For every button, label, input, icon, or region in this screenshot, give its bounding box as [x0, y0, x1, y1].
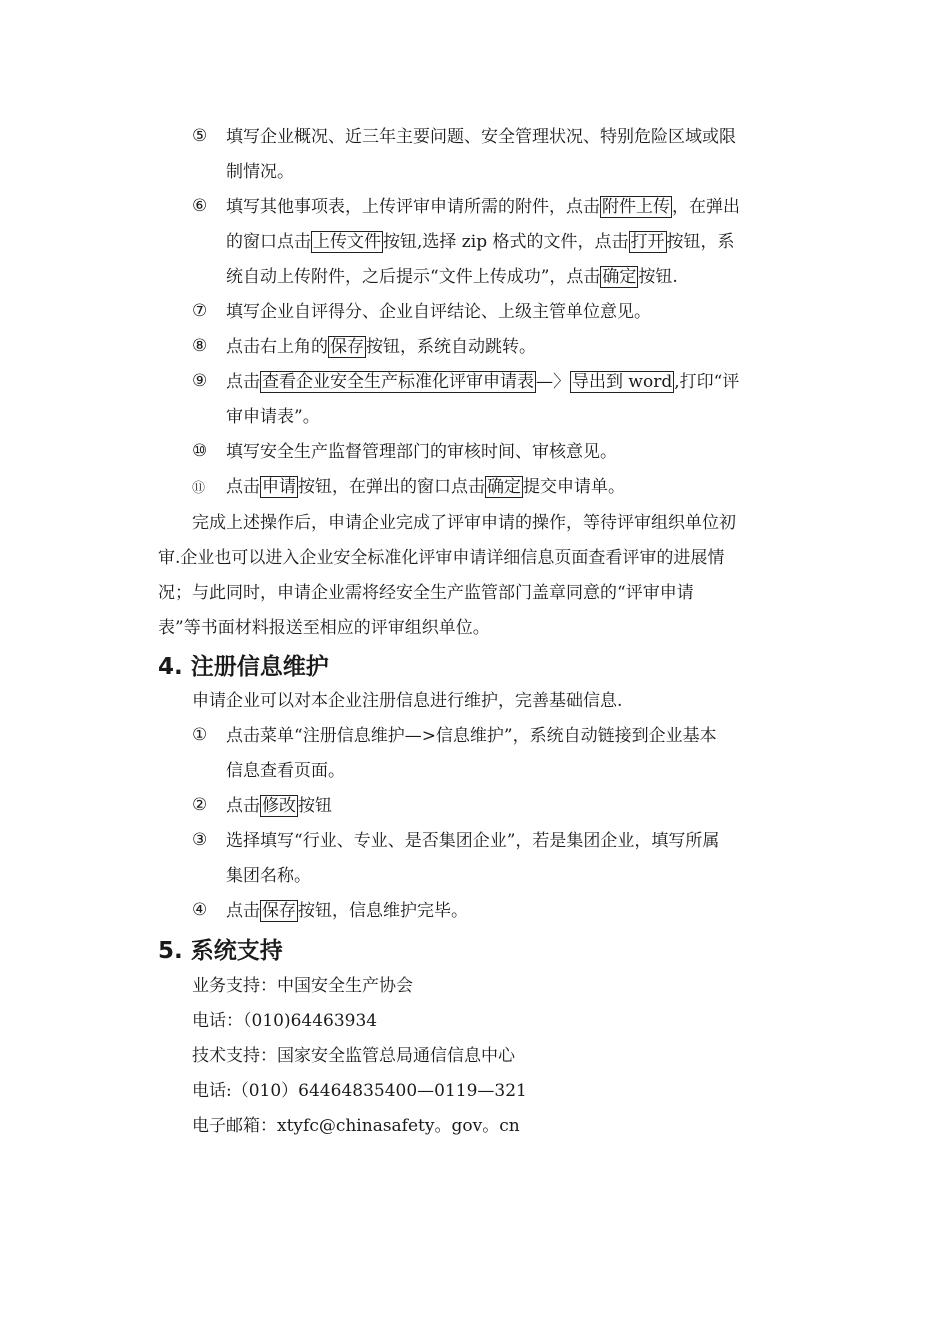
list-item-text — [226, 476, 625, 498]
list-item-text: 制情况。 — [226, 162, 294, 182]
list-item-text — [226, 196, 740, 218]
support-line: 电话:（010）64464835400—0119—321 — [192, 1081, 527, 1101]
list-item-text — [226, 231, 735, 253]
list-item-text: 填写企业自评得分、企业自评结论、上级主管单位意见。 — [226, 302, 651, 322]
support-line: 业务支持：中国安全生产协会 — [192, 976, 413, 996]
paragraph-line: 表”等书面材料报送至相应的评审组织单位。 — [158, 618, 490, 638]
confirm-button-ref: 确定 — [602, 267, 637, 287]
support-email: 电子邮箱：xtyfc@chinasafety。gov。cn — [192, 1116, 520, 1136]
text-span: 按钮. — [638, 267, 678, 287]
arrow-separator: —〉 — [536, 372, 570, 392]
view-application-form-button-ref: 查看企业安全生产标准化评审申请表 — [262, 372, 534, 392]
text-span: ,打印“评 — [674, 372, 740, 392]
confirm-button-ref: 确定 — [487, 477, 521, 497]
paragraph-line: 完成上述操作后，申请企业完成了评审申请的操作，等待评审组织单位初 — [192, 513, 736, 533]
text-span: 按钮,选择 zip 格式的文件，点击 — [383, 232, 629, 252]
text-span: 按钮，系 — [666, 232, 735, 252]
list-item-text — [226, 795, 332, 817]
upload-file-button-ref: 上传文件 — [313, 232, 381, 252]
list-marker: ⑩ — [192, 441, 208, 461]
list-item-text — [226, 266, 678, 288]
text-span: 提交申请单。 — [523, 477, 625, 497]
list-item-text: 点击菜单“注册信息维护—>信息维护”，系统自动链接到企业基本 — [226, 726, 717, 746]
paragraph-line: 审.企业也可以进入企业安全标准化评审申请详细信息页面查看评审的进展情 — [158, 548, 725, 568]
list-item-text: 集团名称。 — [226, 866, 311, 886]
list-marker: ⑧ — [192, 336, 208, 356]
paragraph-line: 况；与此同时，申请企业需将经安全生产监管部门盖章同意的“评审申请 — [158, 583, 694, 603]
text-span: 点击 — [226, 901, 260, 921]
section-heading: 4. 注册信息维护 — [158, 654, 329, 680]
text-span: 点击右上角的 — [226, 337, 328, 357]
text-span: 统自动上传附件，之后提示“文件上传成功”，点击 — [226, 267, 601, 287]
save-button-ref: 保存 — [330, 337, 364, 357]
list-item-text: 审申请表”。 — [226, 407, 320, 427]
modify-button-ref: 修改 — [262, 796, 296, 816]
list-item-text — [226, 900, 468, 922]
list-item-text — [226, 371, 739, 393]
open-button-ref: 打开 — [630, 232, 665, 252]
export-word-button-ref: 导出到 word — [572, 372, 673, 392]
list-item-text: 填写安全生产监督管理部门的审核时间、审核意见。 — [226, 442, 617, 462]
list-marker: ⑤ — [192, 126, 208, 146]
text-span: 点击 — [226, 477, 260, 497]
paragraph-line: 申请企业可以对本企业注册信息进行维护，完善基础信息. — [192, 691, 623, 711]
list-marker: ⑪ — [192, 481, 206, 496]
text-span: 按钮 — [298, 796, 332, 816]
attach-upload-button-ref: 附件上传 — [602, 197, 670, 217]
list-marker: ② — [192, 795, 208, 815]
list-item-text: 信息查看页面。 — [226, 761, 345, 781]
text-span: 按钮，信息维护完毕。 — [298, 901, 468, 921]
text-span: 填写其他事项表，上传评审申请所需的附件，点击 — [226, 197, 600, 217]
list-marker: ⑥ — [192, 196, 208, 216]
list-item-text: 选择填写“行业、专业、是否集团企业”，若是集团企业，填写所属 — [226, 831, 720, 851]
list-marker: ③ — [192, 830, 208, 850]
text-span: 按钮，系统自动跳转。 — [366, 337, 536, 357]
apply-button-ref: 申请 — [262, 477, 296, 497]
list-marker: ⑦ — [192, 301, 208, 321]
text-span: 点击 — [226, 372, 260, 392]
support-line: 技术支持：国家安全监管总局通信信息中心 — [192, 1046, 515, 1066]
list-marker: ④ — [192, 900, 208, 920]
text-span: ，在弹出 — [672, 197, 740, 217]
section-heading: 5. 系统支持 — [158, 938, 283, 964]
list-item-text — [226, 336, 536, 358]
list-marker: ⑨ — [192, 371, 208, 391]
text-span: 按钮，在弹出的窗口点击 — [298, 477, 485, 497]
support-line: 电话：（010)64463934 — [192, 1011, 378, 1031]
list-marker: ① — [192, 725, 208, 745]
save-button-ref: 保存 — [262, 901, 296, 921]
text-span: 点击 — [226, 796, 260, 816]
text-span: 的窗口点击 — [226, 232, 311, 252]
list-item-text: 填写企业概况、近三年主要问题、安全管理状况、特别危险区域或限 — [226, 127, 736, 147]
